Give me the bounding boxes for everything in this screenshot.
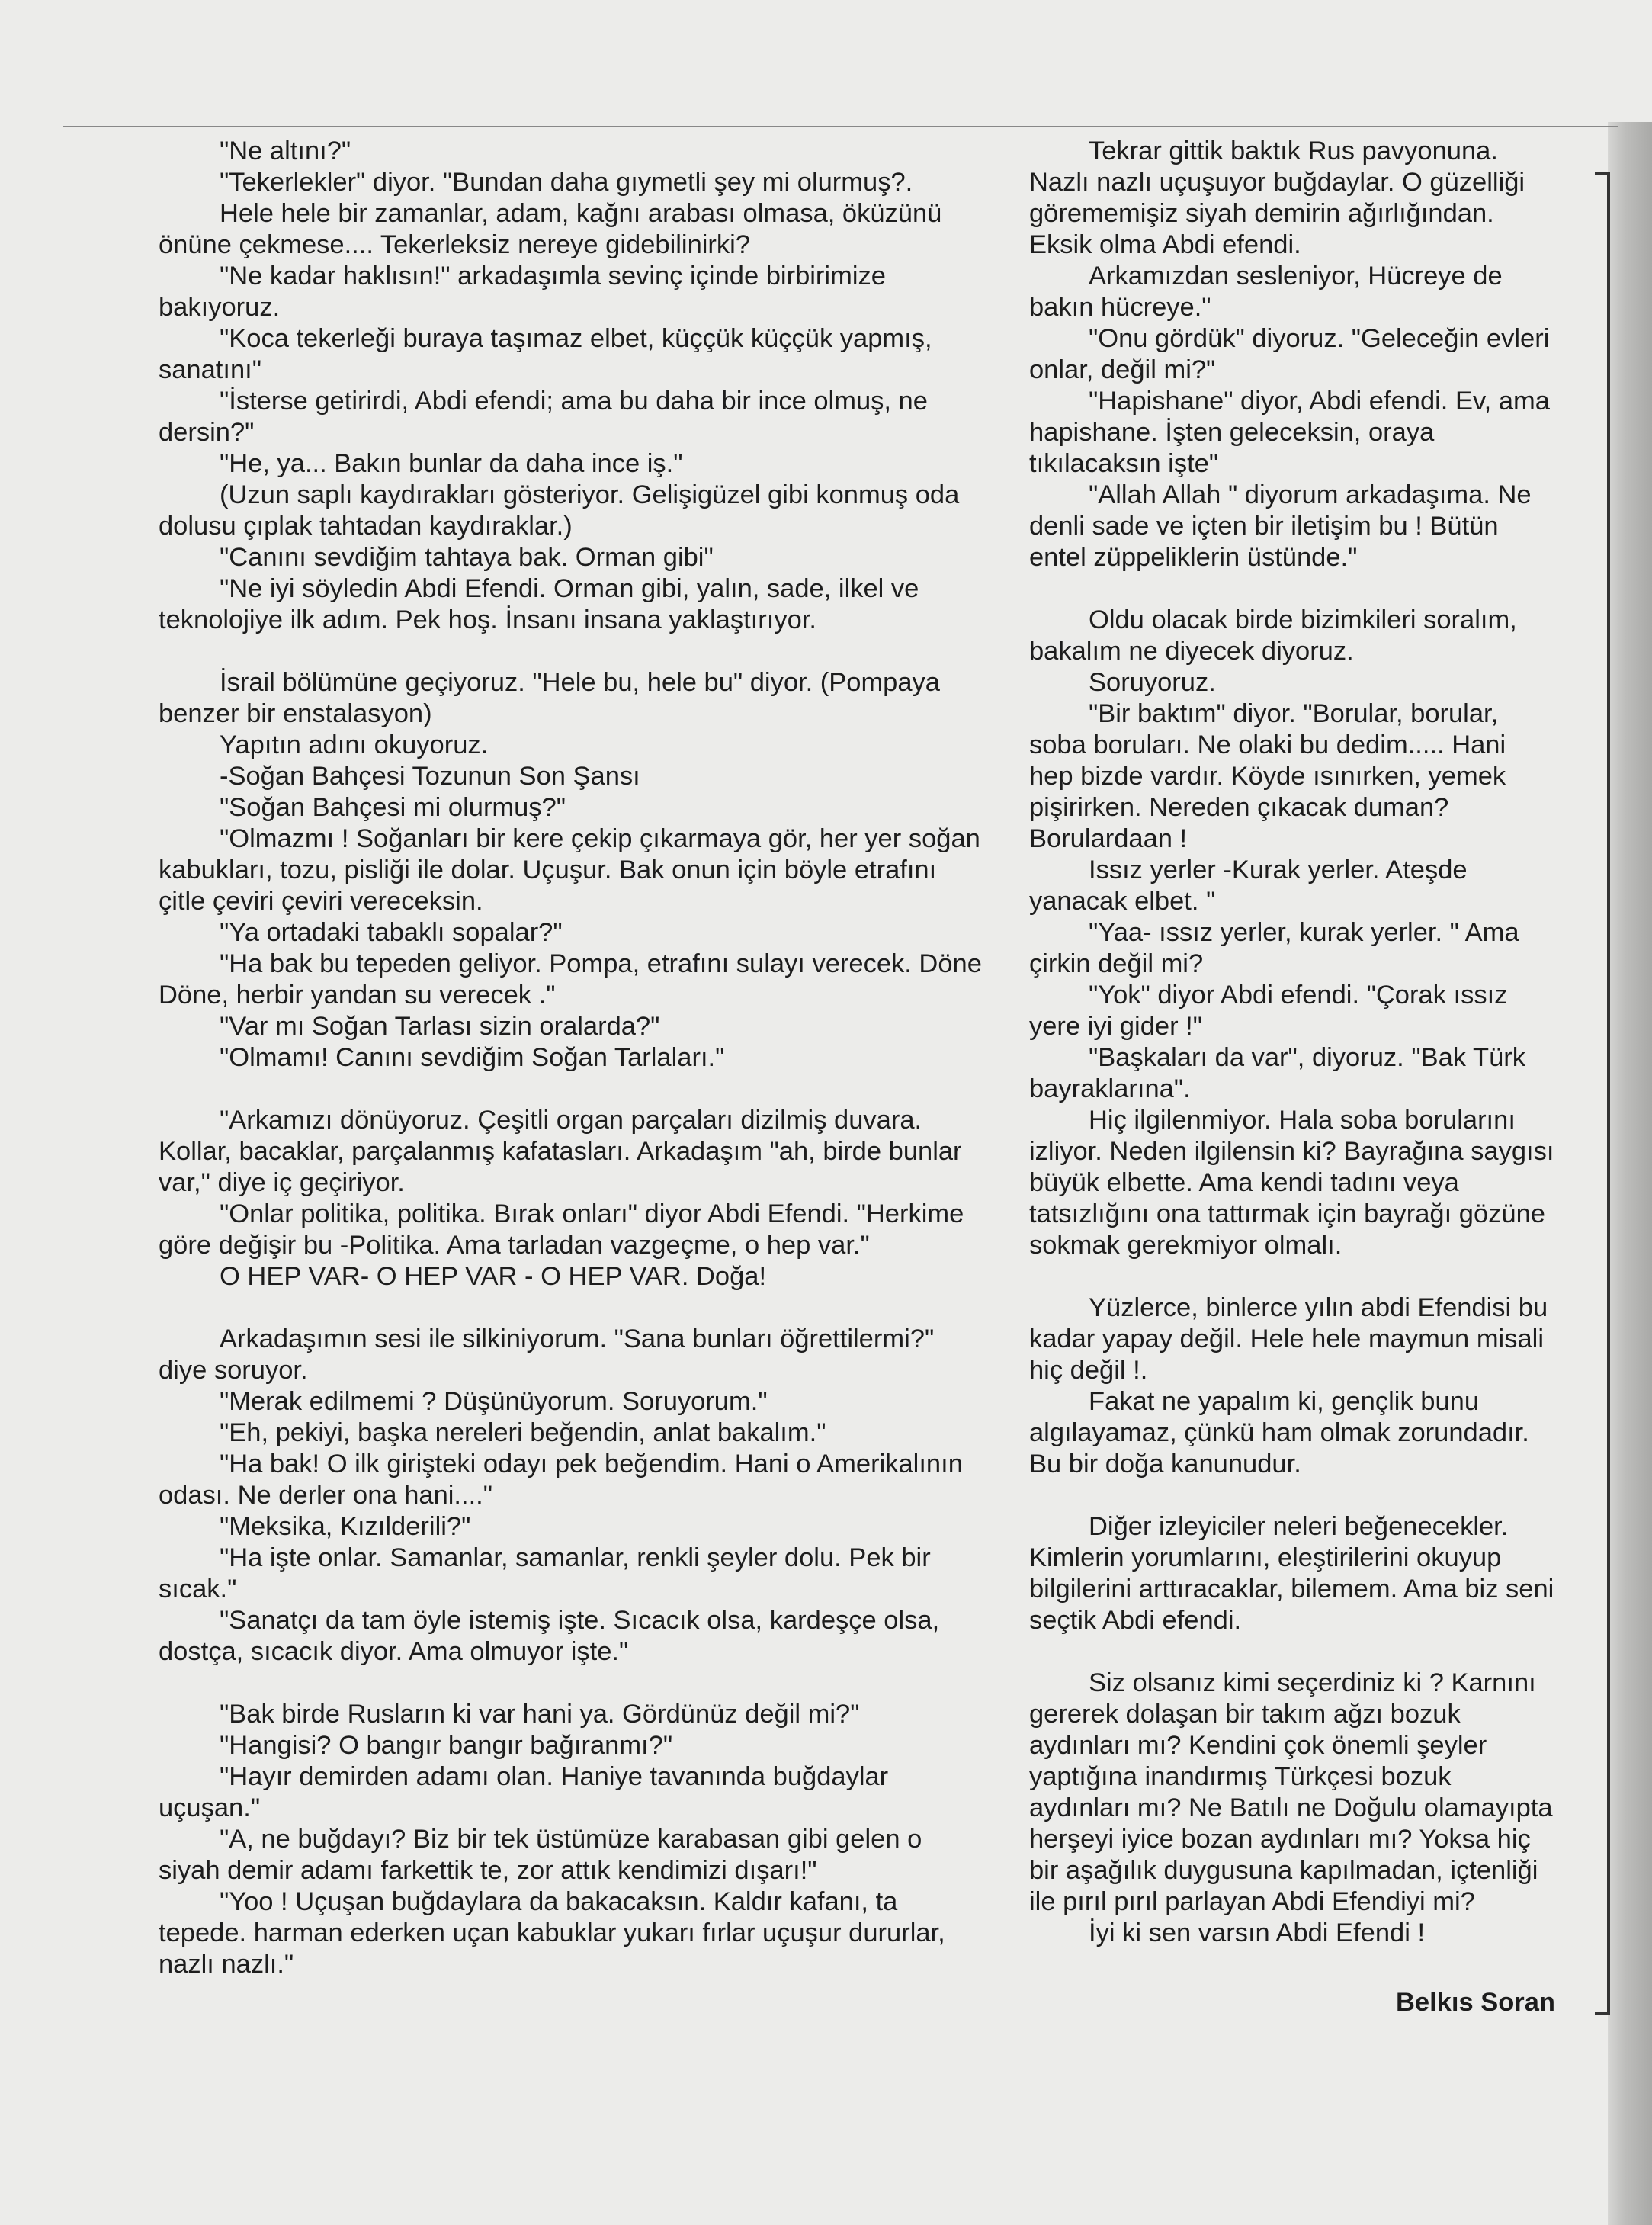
- paragraph-text: Siz olsanız kimi seçerdiniz ki ? Karnını gererek dolaşan bir takım ağzı bozuk aydınları mı? Kendini çok önemli şeyler yaptığına inandırmış Türkçesi bozuk aydınları mı? Ne Batılı ne Doğulu olamayıpta herşeyi iyice bozan aydınları mı? Yoksa hiç bir aşağılık duygusuna kapılmadan, içtenliği ile pırıl pırıl parlayan Abdi Efendiyi mi?: [1029, 1668, 1553, 1916]
- paragraph-text: Tekrar gittik baktık Rus pavyonuna. Nazlı nazlı uçuşuyor buğdaylar. O güzelliği görememişiz siyah demirin ağırlığından. Eksik olma Abdi efendi.: [1029, 136, 1525, 259]
- paragraph: [1029, 605, 1555, 667]
- paragraph-text: "Tekerlekler" diyor. "Bundan daha gıymetli şey mi olurmuş?.: [220, 168, 913, 197]
- paragraph: [159, 1449, 990, 1511]
- paragraph-text: "Meksika, Kızılderili?": [220, 1512, 471, 1541]
- paragraph: [159, 1418, 990, 1449]
- paragraph-text: "A, ne buğdayı? Biz bir tek üstümüze karabasan gibi gelen o siyah demir adamı farkettik te, zor attık kendimizi dışarı!": [159, 1825, 922, 1885]
- paragraph: [1029, 386, 1555, 480]
- paragraph-text: "Ha işte onlar. Samanlar, samanlar, renkli şeyler dolu. Pek bir sıcak.": [159, 1543, 931, 1604]
- paragraph-text: "İsterse getirirdi, Abdi efendi; ama bu daha bir ince olmuş, ne dersin?": [159, 387, 928, 447]
- paragraph-text: Arkadaşımın sesi ile silkiniyorum. "Sana bunları öğrettilermi?" diye soruyor.: [159, 1324, 935, 1385]
- paragraph: [159, 1324, 990, 1386]
- paragraph: [159, 1886, 990, 1980]
- paragraph: [159, 792, 990, 824]
- paragraph: [159, 1824, 990, 1886]
- paragraph: [159, 1699, 990, 1730]
- paragraph-text: İyi ki sen varsın Abdi Efendi !: [1089, 1918, 1426, 1947]
- paragraph: [159, 1199, 990, 1261]
- paragraph: [159, 136, 990, 167]
- paragraph: [159, 917, 990, 949]
- paragraph-text: "Soğan Bahçesi mi olurmuş?": [220, 793, 566, 822]
- paragraph-text: Hiç ilgilenmiyor. Hala soba borularını izliyor. Neden ilgilensin ki? Bayrağına saygısı büyük elbette. Ama kendi tadını veya tatsızlığını ona tattırmak için bayrağı gözüne sokmak gerekmiyor olmalı.: [1029, 1106, 1554, 1260]
- article-right-column: [1029, 136, 1555, 1949]
- paragraph: [1029, 480, 1555, 573]
- paragraph: [159, 1261, 990, 1292]
- paragraph-text: Issız yerler -Kurak yerler. Ateşde yanacak elbet. ": [1029, 856, 1468, 916]
- paragraph-text: "Olmamı! Canını sevdiğim Soğan Tarlaları.": [220, 1043, 725, 1072]
- paragraph: [159, 448, 990, 480]
- paragraph-text: "Bak birde Rusların ki var hani ya. Gördünüz değil mi?": [220, 1700, 860, 1729]
- paragraph: [159, 542, 990, 573]
- paragraph: [159, 949, 990, 1011]
- paragraph-text: "Yoo ! Uçuşan buğdaylara da bakacaksın. Kaldır kafanı, ta tepede. harman ederken uçan kabuklar yukarı fırlar uçuşur dururlar, nazlı nazlı.": [159, 1887, 945, 1979]
- paragraph-text: Diğer izleyiciler neleri beğenecekler. Kimlerin yorumlarını, eleştirilerini okuyup bilgilerini arttıracaklar, bilemem. Ama biz seni seçtik Abdi efendi.: [1029, 1512, 1554, 1635]
- paragraph-text: Fakat ne yapalım ki, gençlik bunu algılayamaz, çünkü ham olmak zorundadır. Bu bir doğa kanunudur.: [1029, 1387, 1529, 1479]
- paragraph-text: "Başkaları da var", diyoruz. "Bak Türk bayraklarına".: [1029, 1043, 1525, 1103]
- paragraph: [1029, 1511, 1555, 1636]
- paragraph-text: "Ha bak bu tepeden geliyor. Pompa, etrafını sulayı verecek. Döne Döne, herbir yandan su verecek .": [159, 949, 982, 1010]
- paragraph: [159, 667, 990, 730]
- paragraph-text: "Hangisi? O bangır bangır bağıranmı?": [220, 1731, 673, 1760]
- paragraph-text: Arkamızdan sesleniyor, Hücreye de bakın hücreye.": [1029, 262, 1503, 322]
- paragraph-text: "Merak edilmemi ? Düşünüyorum. Soruyorum.": [220, 1387, 768, 1416]
- paragraph: [159, 1386, 990, 1418]
- paragraph: [1029, 917, 1555, 980]
- paragraph: [159, 1761, 990, 1824]
- paragraph-text: "Koca tekerleği buraya taşımaz elbet, küççük küççük yapmış, sanatını": [159, 324, 932, 384]
- paragraph: [159, 386, 990, 448]
- paragraph: [159, 761, 990, 792]
- paragraph: [159, 824, 990, 917]
- paragraph-text: "Yok" diyor Abdi efendi. "Çorak ıssız yere iyi gider !": [1029, 981, 1508, 1041]
- paragraph: [1029, 698, 1555, 855]
- article-left-column: [159, 136, 990, 1980]
- paragraph-text: "Yaa- ıssız yerler, kurak yerler. " Ama çirkin değil mi?: [1029, 918, 1519, 978]
- paragraph: [1029, 980, 1555, 1042]
- paragraph: [1029, 1386, 1555, 1480]
- paragraph-text: "Onlar politika, politika. Bırak onları" diyor Abdi Efendi. "Herkime göre değişir bu -Politika. Ama tarladan vazgeçme, o hep var.": [159, 1199, 964, 1260]
- paragraph-text: O HEP VAR- O HEP VAR - O HEP VAR. Doğa!: [220, 1262, 767, 1291]
- paragraph-text: "Ya ortadaki tabaklı sopalar?": [220, 918, 563, 947]
- paragraph-text: "Olmazmı ! Soğanları bir kere çekip çıkarmaya gör, her yer soğan kabukları, tozu, pisliği ile dolar. Uçuşur. Bak onun için böyle etrafını çitle çeviri çeviri vereceksin.: [159, 824, 980, 916]
- paragraph: [1029, 855, 1555, 917]
- paragraph-text: "Var mı Soğan Tarlası sizin oralarda?": [220, 1012, 660, 1041]
- paragraph-text: Soruyoruz.: [1089, 668, 1216, 697]
- paragraph: [1029, 136, 1555, 261]
- paragraph-text: Hele hele bir zamanlar, adam, kağnı arabası olmasa, öküzünü önüne çekmese.... Tekerleksiz nereye gidebilinirki?: [159, 199, 942, 259]
- scan-page-edge: [1608, 122, 1652, 2225]
- paragraph: [159, 261, 990, 323]
- paragraph: [159, 1730, 990, 1761]
- paragraph-text: "Arkamızı dönüyoruz. Çeşitli organ parçaları dizilmiş duvara. Kollar, bacaklar, parçalanmış kafatasları. Arkadaşım "ah, birde bunlar var," diye iç geçiriyor.: [159, 1106, 962, 1197]
- paragraph-text: -Soğan Bahçesi Tozunun Son Şansı: [220, 762, 640, 791]
- paragraph: [1029, 323, 1555, 386]
- paragraph: [159, 1605, 990, 1668]
- paragraph-text: "Hapishane" diyor, Abdi efendi. Ev, ama hapishane. İşten geleceksin, oraya tıkılacaksın işte": [1029, 387, 1550, 478]
- frame-top-line: [63, 126, 1618, 127]
- paragraph: [159, 730, 990, 761]
- author-signature: Belkıs Soran: [1395, 1988, 1555, 2017]
- paragraph-text: "Bir baktım" diyor. "Borular, borular, soba boruları. Ne olaki bu dedim..... Hani hep bizde vardır. Köyde ısınırken, yemek pişirirken. Nereden çıkacak duman? Borulardaan !: [1029, 699, 1506, 853]
- paragraph: [159, 480, 990, 542]
- paragraph: [1029, 1292, 1555, 1386]
- paragraph-text: "Hayır demirden adamı olan. Haniye tavanında buğdaylar uçuşan.": [159, 1762, 889, 1822]
- paragraph: [1029, 1105, 1555, 1261]
- paragraph: [159, 323, 990, 386]
- paragraph-text: "Ne kadar haklısın!" arkadaşımla sevinç içinde birbirimize bakıyoruz.: [159, 262, 886, 322]
- paragraph: [159, 1042, 990, 1074]
- paragraph: [1029, 261, 1555, 323]
- paragraph-text: "Ne iyi söyledin Abdi Efendi. Orman gibi, yalın, sade, ilkel ve teknolojiye ilk adım. Pek hoş. İnsanı insana yaklaştırıyor.: [159, 574, 919, 634]
- paragraph: [1029, 1668, 1555, 1918]
- paragraph: [1029, 1918, 1555, 1949]
- paragraph-text: İsrail bölümüne geçiyoruz. "Hele bu, hele bu" diyor. (Pompaya benzer bir enstalasyon): [159, 668, 940, 728]
- paragraph-text: "Eh, pekiyi, başka nereleri beğendin, anlat bakalım.": [220, 1418, 826, 1447]
- paragraph: [1029, 667, 1555, 698]
- paragraph: [159, 1011, 990, 1042]
- paragraph-text: "Sanatçı da tam öyle istemiş işte. Sıcacık olsa, kardeşçe olsa, dostça, sıcacık diyor. Ama olmuyor işte.": [159, 1606, 940, 1666]
- paragraph: [159, 1105, 990, 1199]
- paragraph: [159, 1543, 990, 1605]
- paragraph-text: Yüzlerce, binlerce yılın abdi Efendisi bu kadar yapay değil. Hele hele maymun misali hiç değil !.: [1029, 1293, 1548, 1385]
- paragraph-text: "Ha bak! O ilk girişteki odayı pek beğendim. Hani o Amerikalının odası. Ne derler ona hani....": [159, 1450, 963, 1510]
- paragraph: [1029, 1042, 1555, 1105]
- paragraph-text: "Ne altını?": [220, 136, 351, 165]
- paragraph: [159, 1511, 990, 1543]
- paragraph: [159, 167, 990, 198]
- signature-block: [1029, 1987, 1555, 2018]
- paragraph: [159, 198, 990, 261]
- paragraph-text: "Allah Allah " diyorum arkadaşıma. Ne denli sade ve içten bir iletişim bu ! Bütün entel züppeliklerin üstünde.": [1029, 480, 1532, 572]
- paragraph-text: "Onu gördük" diyoruz. "Geleceğin evleri onlar, değil mi?": [1029, 324, 1550, 384]
- right-bracket: [1595, 172, 1610, 2015]
- paragraph: [159, 573, 990, 636]
- paragraph-text: "Canını sevdiğim tahtaya bak. Orman gibi": [220, 543, 714, 572]
- paragraph-text: (Uzun saplı kaydırakları gösteriyor. Gelişigüzel gibi konmuş oda dolusu çıplak tahtadan kaydıraklar.): [159, 480, 960, 541]
- paragraph-text: "He, ya... Bakın bunlar da daha ince iş.": [220, 449, 683, 478]
- paragraph-text: Oldu olacak birde bizimkileri soralım, bakalım ne diyecek diyoruz.: [1029, 605, 1517, 666]
- paragraph-text: Yapıtın adını okuyoruz.: [220, 730, 489, 759]
